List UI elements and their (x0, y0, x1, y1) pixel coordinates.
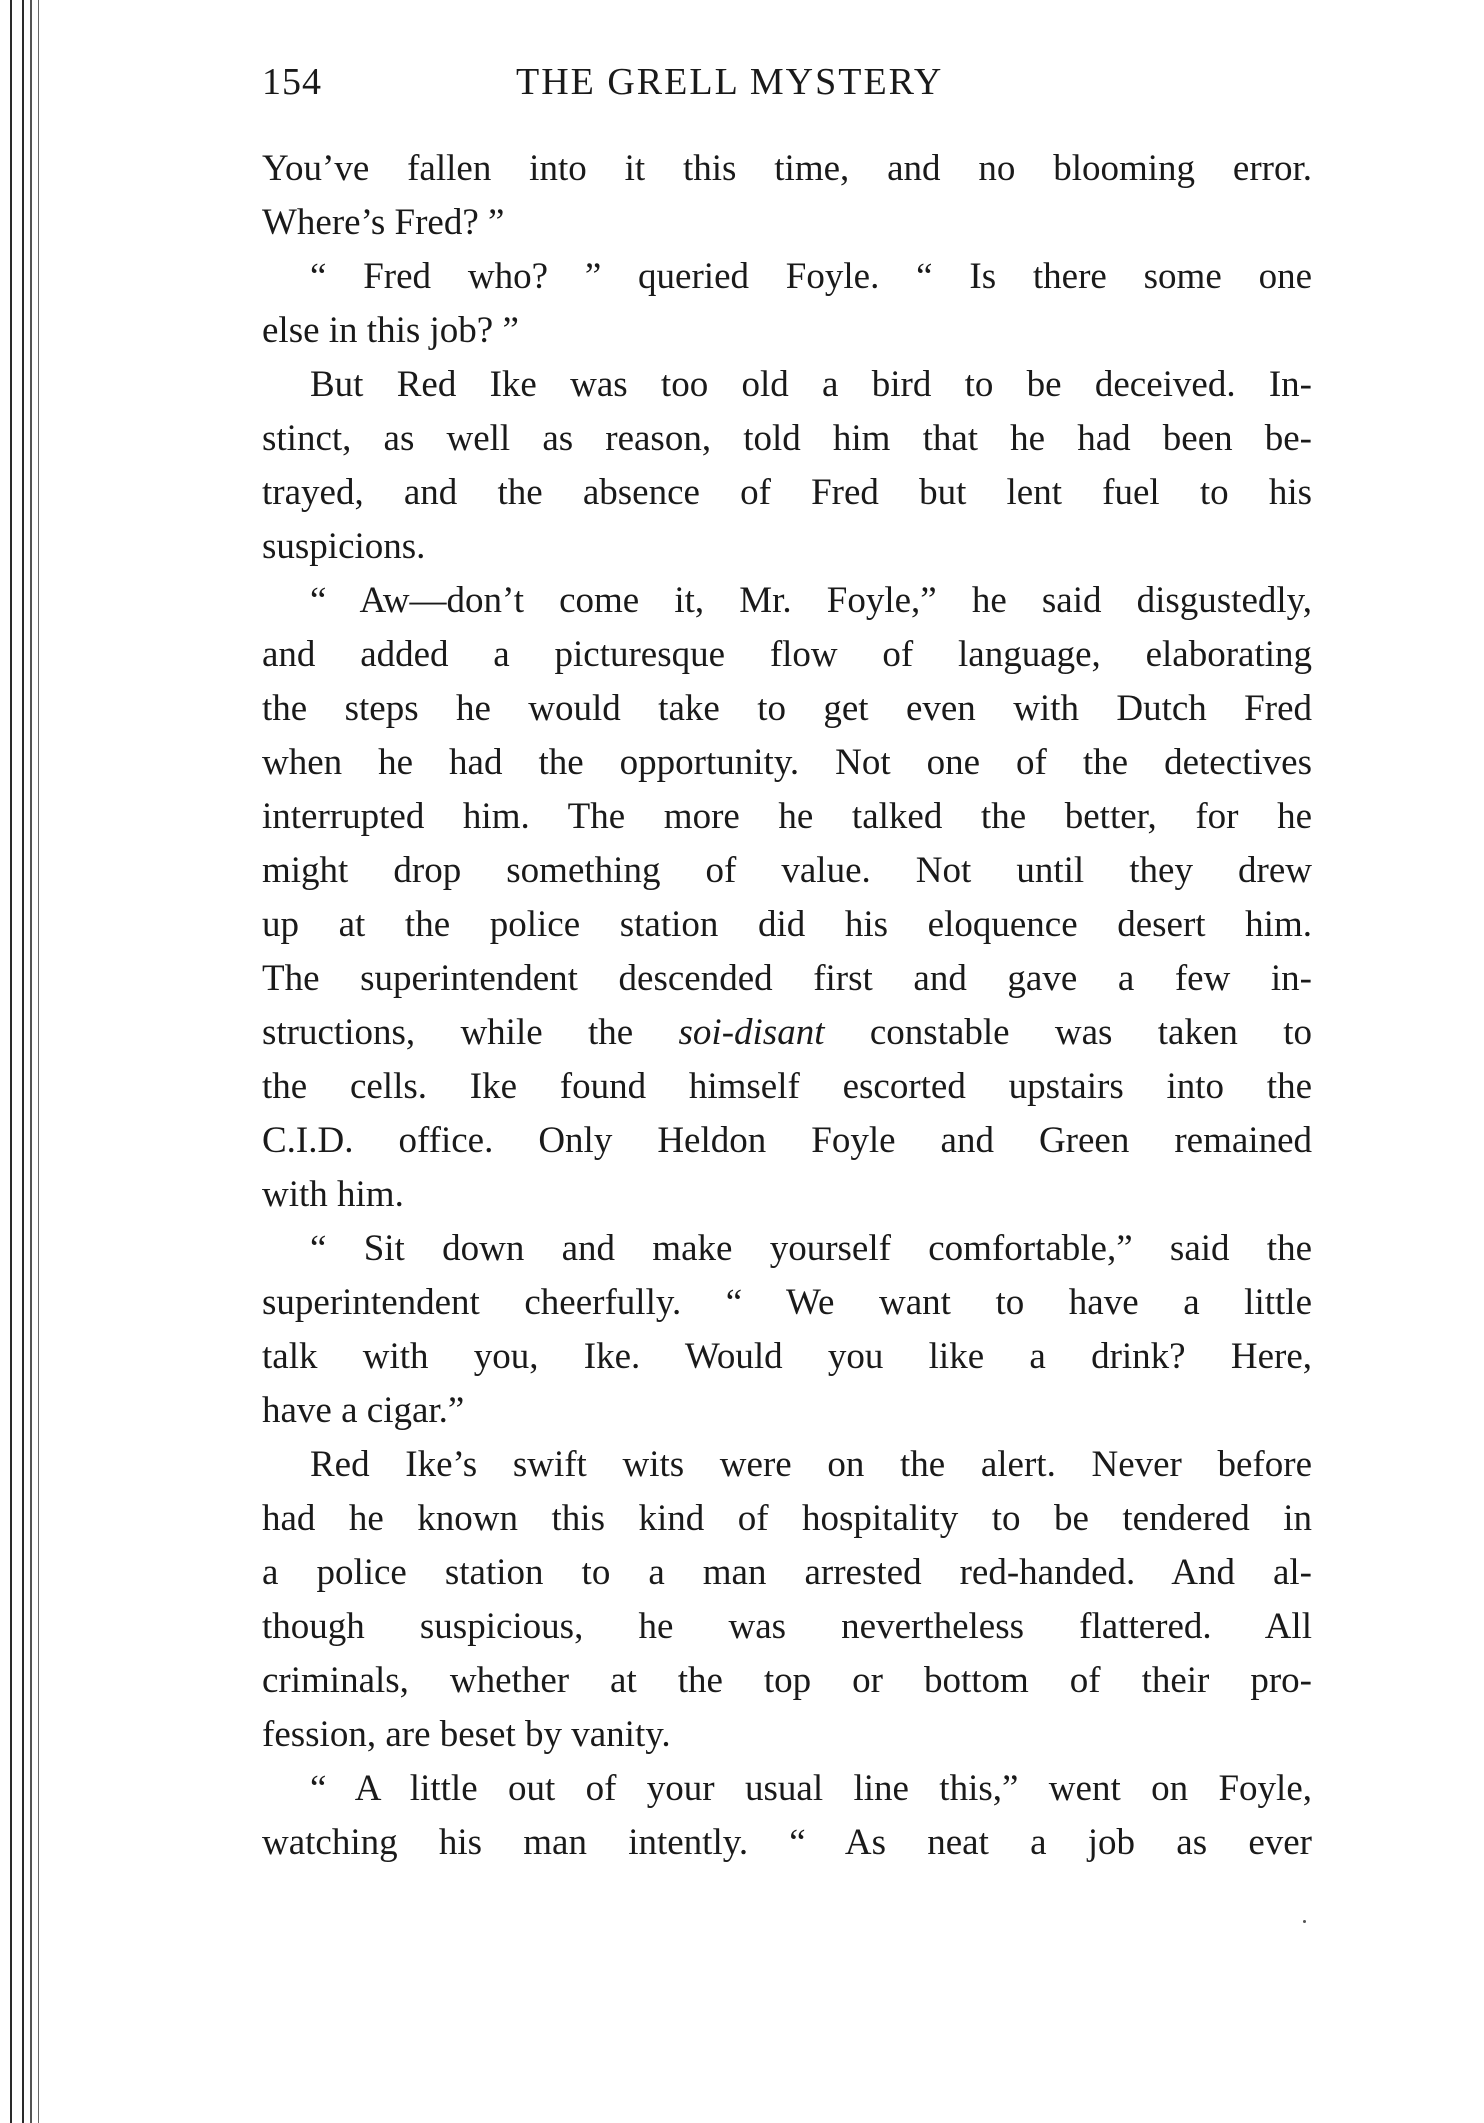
text-line: But Red Ike was too old a bird to be deceived. In- (310, 364, 1312, 405)
paper-speck (1303, 1920, 1306, 1923)
text-line: fession, are beset by vanity. (262, 1714, 671, 1755)
book-page (262, 60, 1312, 1870)
text-line: with him. (262, 1174, 404, 1215)
text-line: “ Fred who? ” queried Foyle. “ Is there some one (310, 256, 1312, 297)
page-number: 154 (262, 61, 322, 103)
body-text (262, 142, 1312, 1870)
text-line: “ Sit down and make yourself comfortable,” said the (310, 1228, 1312, 1269)
text-line: when he had the opportunity. Not one of the detectives (262, 742, 1312, 783)
binding-gutter-line (10, 0, 12, 2123)
binding-gutter-line (22, 0, 24, 2123)
text-line: up at the police station did his eloquence desert him. (262, 904, 1312, 945)
text-line: trayed, and the absence of Fred but lent fuel to his (262, 472, 1312, 513)
page-header (262, 60, 1312, 122)
text-line: talk with you, Ike. Would you like a drink? Here, (262, 1336, 1312, 1377)
text-line: had he known this kind of hospitality to be tendered in (262, 1498, 1312, 1539)
text-line: “ Aw—don’t come it, Mr. Foyle,” he said disgustedly, (310, 580, 1312, 621)
text-line: Red Ike’s swift wits were on the alert. Never before (310, 1444, 1312, 1485)
text-segment: constable was taken to (824, 1012, 1312, 1053)
text-line: the steps he would take to get even with Dutch Fred (262, 688, 1312, 729)
binding-gutter-line (38, 0, 39, 2123)
text-line: stinct, as well as reason, told him that he had been be- (262, 418, 1312, 459)
text-line: suspicions. (262, 526, 426, 567)
text-segment: structions, while the (262, 1012, 679, 1053)
text-line: You’ve fallen into it this time, and no blooming error. (262, 148, 1312, 189)
binding-gutter-line (30, 0, 32, 2123)
text-line: have a cigar.” (262, 1390, 465, 1431)
text-line: a police station to a man arrested red-handed. And al- (262, 1552, 1312, 1593)
running-title: THE GRELL MYSTERY (516, 61, 944, 103)
text-line: Where’s Fred? ” (262, 202, 505, 243)
text-line: criminals, whether at the top or bottom of their pro- (262, 1660, 1312, 1701)
text-line: superintendent cheerfully. “ We want to have a little (262, 1282, 1312, 1323)
text-line: might drop something of value. Not until they drew (262, 850, 1312, 891)
text-line: the cells. Ike found himself escorted upstairs into the (262, 1066, 1312, 1107)
text-line: watching his man intently. “ As neat a job as ever (262, 1822, 1312, 1863)
italic-phrase: soi-disant (678, 1012, 825, 1053)
text-line: C.I.D. office. Only Heldon Foyle and Green remained (262, 1120, 1312, 1161)
text-line: though suspicious, he was nevertheless flattered. All (262, 1606, 1312, 1647)
text-line: interrupted him. The more he talked the better, for he (262, 796, 1312, 837)
text-line (262, 1006, 1312, 1060)
text-line: else in this job? ” (262, 310, 519, 351)
text-line: “ A little out of your usual line this,” went on Foyle, (310, 1768, 1312, 1809)
text-line: The superintendent descended first and gave a few in- (262, 958, 1312, 999)
text-line: and added a picturesque flow of language, elaborating (262, 634, 1312, 675)
